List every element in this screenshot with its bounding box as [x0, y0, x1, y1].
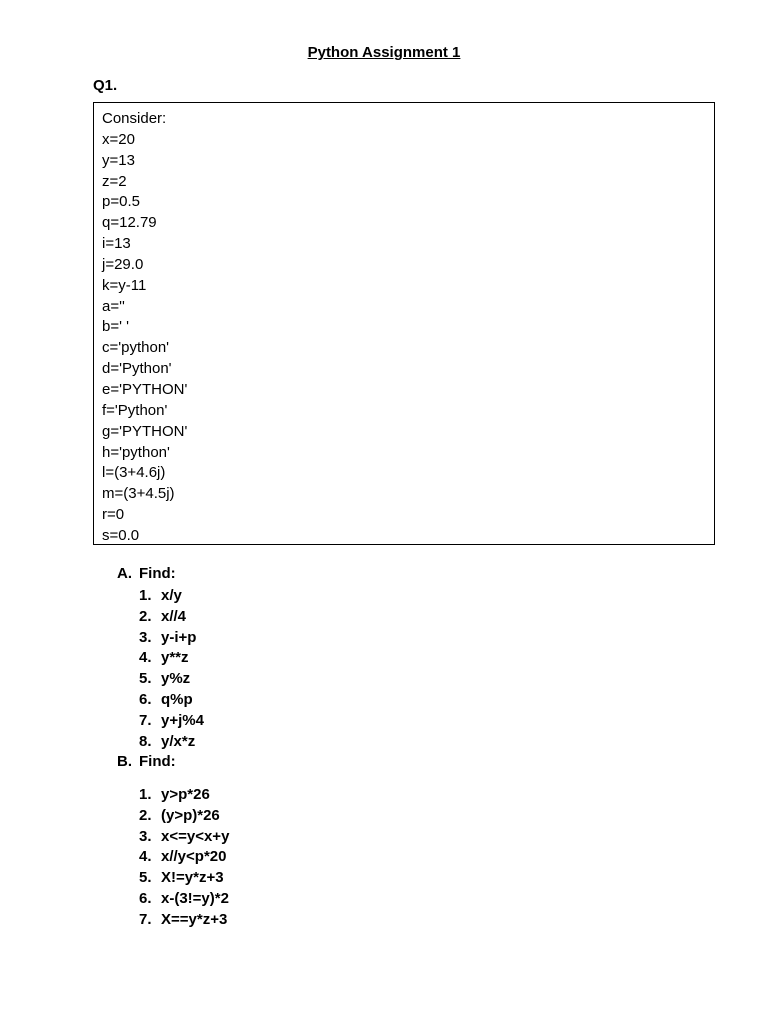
- variables-box: [93, 102, 715, 545]
- variables-list: [102, 109, 187, 547]
- code-line: Consider:: [102, 110, 167, 127]
- section-b-heading: [117, 753, 176, 770]
- code-line: k=y-11: [102, 276, 147, 294]
- list-item: [139, 711, 204, 732]
- code-line: x=20: [102, 130, 135, 148]
- list-item: [139, 628, 204, 649]
- item-number: 4.: [139, 848, 152, 866]
- code-line: s=0.0: [102, 526, 140, 544]
- item-text: x/y: [161, 587, 182, 604]
- item-number: 5.: [139, 670, 152, 688]
- section-a-heading: [117, 565, 176, 582]
- code-line: r=0: [102, 506, 125, 524]
- list-item: [139, 732, 204, 753]
- item-text: y/x*z: [161, 732, 196, 750]
- code-line: a='': [102, 297, 125, 315]
- code-line: c='python': [102, 339, 170, 357]
- code-line: l=(3+4.6j): [102, 464, 166, 482]
- item-number: 8.: [139, 732, 152, 750]
- item-text: X!=y*z+3: [161, 869, 224, 887]
- list-item: [139, 910, 229, 931]
- list-item: [139, 586, 204, 607]
- code-line: b=' ': [102, 318, 129, 336]
- item-text: (y>p)*26: [161, 806, 220, 824]
- item-number: 4.: [139, 649, 152, 667]
- item-number: 3.: [139, 628, 152, 646]
- code-line: p=0.5: [102, 193, 140, 211]
- list-item: [139, 690, 204, 711]
- item-number: 7.: [139, 910, 152, 928]
- item-text: x-(3!=y)*2: [161, 889, 229, 907]
- code-line: i=13: [102, 235, 131, 253]
- section-b-letter: B.: [117, 753, 132, 770]
- item-text: y**z: [161, 649, 189, 667]
- page-title: [0, 44, 768, 61]
- list-item: [139, 607, 204, 628]
- list-item: [139, 669, 204, 690]
- item-text: y+j%4: [161, 711, 204, 729]
- section-a-label: Find:: [139, 565, 176, 582]
- item-number: 6.: [139, 889, 152, 907]
- item-number: 3.: [139, 827, 152, 845]
- section-a-list: [139, 586, 204, 752]
- code-line: h='python': [102, 443, 170, 461]
- code-line: e='PYTHON': [102, 380, 188, 398]
- code-line: y=13: [102, 151, 135, 169]
- list-item: [139, 847, 229, 868]
- item-number: 5.: [139, 869, 152, 887]
- section-a-letter: A.: [117, 565, 132, 582]
- page-title-text: Python Assignment 1: [307, 44, 461, 61]
- code-line: g='PYTHON': [102, 422, 188, 440]
- item-text: y-i+p: [161, 628, 197, 646]
- item-text: y%z: [161, 670, 191, 688]
- list-item: [139, 648, 204, 669]
- item-number: 7.: [139, 711, 152, 729]
- item-number: 2.: [139, 607, 152, 625]
- list-item: [139, 827, 229, 848]
- question-label: Q1.: [93, 77, 118, 94]
- item-text: q%p: [161, 690, 193, 708]
- item-text: x<=y<x+y: [161, 827, 230, 845]
- list-item: [139, 785, 229, 806]
- item-number: 2.: [139, 806, 152, 824]
- section-b-list: [139, 785, 229, 931]
- code-line: f='Python': [102, 401, 168, 419]
- code-line: q=12.79: [102, 214, 157, 232]
- item-text: X==y*z+3: [161, 910, 228, 928]
- item-number: 1.: [139, 587, 152, 604]
- item-number: 1.: [139, 786, 152, 803]
- section-b-label: Find:: [139, 753, 176, 770]
- list-item: [139, 806, 229, 827]
- item-text: x//y<p*20: [161, 848, 227, 866]
- code-line: m=(3+4.5j): [102, 485, 175, 503]
- item-text: y>p*26: [161, 786, 210, 803]
- list-item: [139, 889, 229, 910]
- list-item: [139, 868, 229, 889]
- code-line: z=2: [102, 172, 127, 190]
- item-text: x//4: [161, 607, 187, 625]
- item-number: 6.: [139, 690, 152, 708]
- code-line: j=29.0: [102, 255, 144, 273]
- code-line: d='Python': [102, 360, 172, 378]
